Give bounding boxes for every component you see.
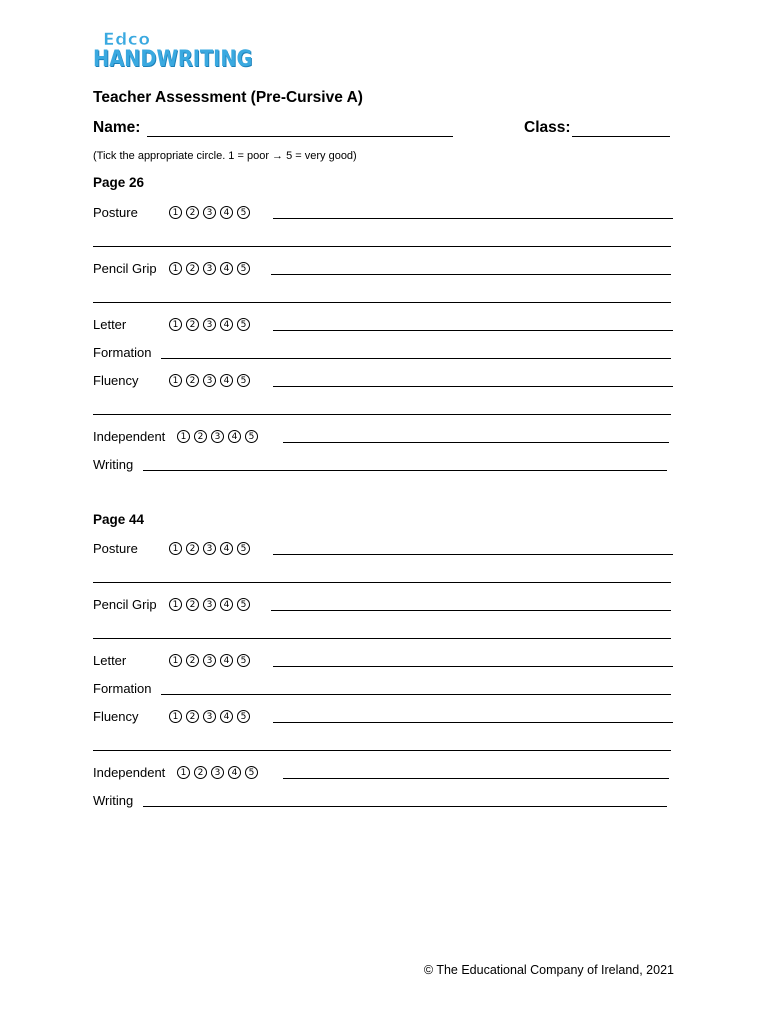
label-formation: Formation bbox=[93, 681, 152, 696]
row-independent bbox=[93, 765, 673, 783]
label-posture: Posture bbox=[93, 205, 138, 220]
row-continuation bbox=[93, 401, 673, 419]
row-posture bbox=[93, 541, 673, 559]
row-independent bbox=[93, 429, 673, 447]
label-writing: Writing bbox=[93, 457, 134, 472]
name-label: Name: bbox=[93, 119, 141, 136]
rating-circle-1[interactable]: 1 bbox=[177, 430, 190, 443]
comment-line[interactable] bbox=[143, 806, 667, 807]
comment-line[interactable] bbox=[273, 722, 673, 723]
row-continuation bbox=[93, 625, 673, 643]
rating-circle-5[interactable]: 5 bbox=[237, 598, 250, 611]
comment-line[interactable] bbox=[93, 414, 671, 415]
comment-line[interactable] bbox=[273, 554, 673, 555]
row-continuation bbox=[93, 569, 673, 587]
rating-circles bbox=[169, 597, 250, 611]
row-letter bbox=[93, 653, 673, 671]
label-pencil-grip: Pencil Grip bbox=[93, 261, 157, 276]
rating-circle-2[interactable]: 2 bbox=[186, 598, 199, 611]
rating-circle-4[interactable]: 4 bbox=[228, 766, 241, 779]
comment-line[interactable] bbox=[93, 750, 671, 751]
row-pencil-grip bbox=[93, 597, 673, 615]
row-pencil-grip bbox=[93, 261, 673, 279]
label-letter: Letter bbox=[93, 317, 127, 332]
label-fluency: Fluency bbox=[93, 373, 139, 388]
rating-circle-1[interactable]: 1 bbox=[169, 318, 182, 331]
row-writing bbox=[93, 457, 673, 475]
class-label: Class: bbox=[524, 119, 571, 136]
label-posture: Posture bbox=[93, 541, 138, 556]
page-title: Teacher Assessment (Pre-Cursive A) bbox=[93, 89, 363, 106]
rating-circles bbox=[169, 653, 250, 667]
rating-circle-3[interactable]: 3 bbox=[203, 374, 216, 387]
row-continuation bbox=[93, 289, 673, 307]
rating-circle-2[interactable]: 2 bbox=[186, 710, 199, 723]
rating-circle-3[interactable]: 3 bbox=[203, 318, 216, 331]
rating-circle-5[interactable]: 5 bbox=[237, 318, 250, 331]
comment-line[interactable] bbox=[271, 610, 671, 611]
rating-circles bbox=[177, 765, 258, 779]
instructions: (Tick the appropriate circle. 1 = poor → 5 = very good) bbox=[93, 150, 357, 162]
rating-circle-2[interactable]: 2 bbox=[186, 206, 199, 219]
rating-circle-3[interactable]: 3 bbox=[203, 710, 216, 723]
comment-line[interactable] bbox=[93, 246, 671, 247]
comment-line[interactable] bbox=[273, 386, 673, 387]
rating-circle-1[interactable]: 1 bbox=[169, 206, 182, 219]
rating-circle-1[interactable]: 1 bbox=[169, 262, 182, 275]
rating-circle-2[interactable]: 2 bbox=[194, 766, 207, 779]
rating-circle-4[interactable]: 4 bbox=[220, 654, 233, 667]
row-formation bbox=[93, 681, 673, 699]
rating-circle-1[interactable]: 1 bbox=[169, 374, 182, 387]
label-fluency: Fluency bbox=[93, 709, 139, 724]
rating-circle-5[interactable]: 5 bbox=[237, 542, 250, 555]
comment-line[interactable] bbox=[271, 274, 671, 275]
rating-circle-2[interactable]: 2 bbox=[186, 374, 199, 387]
rating-circle-4[interactable]: 4 bbox=[220, 262, 233, 275]
rating-circles bbox=[169, 373, 250, 387]
comment-line[interactable] bbox=[161, 358, 671, 359]
row-continuation bbox=[93, 737, 673, 755]
comment-line[interactable] bbox=[283, 778, 669, 779]
row-fluency bbox=[93, 709, 673, 727]
rating-circle-1[interactable]: 1 bbox=[169, 654, 182, 667]
rating-circle-1[interactable]: 1 bbox=[177, 766, 190, 779]
rating-circle-2[interactable]: 2 bbox=[186, 318, 199, 331]
rating-circle-5[interactable]: 5 bbox=[237, 654, 250, 667]
rating-circle-4[interactable]: 4 bbox=[220, 374, 233, 387]
comment-line[interactable] bbox=[273, 330, 673, 331]
rating-circle-1[interactable]: 1 bbox=[169, 710, 182, 723]
label-independent: Independent bbox=[93, 429, 166, 444]
class-field-line[interactable] bbox=[572, 136, 670, 137]
section-title-page-44: Page 44 bbox=[93, 512, 145, 527]
rating-circle-4[interactable]: 4 bbox=[220, 206, 233, 219]
rating-circle-5[interactable]: 5 bbox=[237, 374, 250, 387]
label-writing: Writing bbox=[93, 793, 134, 808]
rating-circle-4[interactable]: 4 bbox=[228, 430, 241, 443]
comment-line[interactable] bbox=[93, 302, 671, 303]
comment-line[interactable] bbox=[273, 218, 673, 219]
rating-circle-3[interactable]: 3 bbox=[211, 766, 224, 779]
rating-circle-4[interactable]: 4 bbox=[220, 598, 233, 611]
label-pencil-grip: Pencil Grip bbox=[93, 597, 157, 612]
rating-circle-2[interactable]: 2 bbox=[186, 654, 199, 667]
rating-circle-2[interactable]: 2 bbox=[194, 430, 207, 443]
comment-line[interactable] bbox=[93, 582, 671, 583]
rating-circles bbox=[169, 261, 250, 275]
edco-handwriting-logo bbox=[93, 30, 263, 72]
row-letter bbox=[93, 317, 673, 335]
label-formation: Formation bbox=[93, 345, 152, 360]
rating-circle-4[interactable]: 4 bbox=[220, 710, 233, 723]
comment-line[interactable] bbox=[143, 470, 667, 471]
comment-line[interactable] bbox=[273, 666, 673, 667]
rating-circles bbox=[169, 541, 250, 555]
comment-line[interactable] bbox=[161, 694, 671, 695]
rating-circles bbox=[169, 709, 250, 723]
section-title-page-26: Page 26 bbox=[93, 175, 145, 190]
rating-circle-3[interactable]: 3 bbox=[203, 654, 216, 667]
label-independent: Independent bbox=[93, 765, 166, 780]
comment-line[interactable] bbox=[93, 638, 671, 639]
row-formation bbox=[93, 345, 673, 363]
copyright-footer: © The Educational Company of Ireland, 2021 bbox=[423, 963, 674, 977]
rating-circles bbox=[169, 317, 250, 331]
rating-circles bbox=[177, 429, 258, 443]
rating-circle-1[interactable]: 1 bbox=[169, 542, 182, 555]
row-continuation bbox=[93, 233, 673, 251]
name-class-row bbox=[93, 119, 673, 141]
rating-circle-5[interactable]: 5 bbox=[245, 430, 258, 443]
rating-circle-4[interactable]: 4 bbox=[220, 542, 233, 555]
rating-circle-3[interactable]: 3 bbox=[203, 542, 216, 555]
rating-circle-2[interactable]: 2 bbox=[186, 262, 199, 275]
rating-circle-3[interactable]: 3 bbox=[203, 598, 216, 611]
rating-circle-4[interactable]: 4 bbox=[220, 318, 233, 331]
rating-circle-5[interactable]: 5 bbox=[237, 206, 250, 219]
rating-circles bbox=[169, 205, 250, 219]
rating-circle-2[interactable]: 2 bbox=[186, 542, 199, 555]
rating-circle-5[interactable]: 5 bbox=[245, 766, 258, 779]
logo-handwriting-text: HANDWRITING bbox=[93, 47, 253, 72]
name-field-line[interactable] bbox=[147, 136, 453, 137]
rating-circle-3[interactable]: 3 bbox=[211, 430, 224, 443]
row-posture bbox=[93, 205, 673, 223]
row-fluency bbox=[93, 373, 673, 391]
rating-circle-3[interactable]: 3 bbox=[203, 206, 216, 219]
rating-circle-3[interactable]: 3 bbox=[203, 262, 216, 275]
row-writing bbox=[93, 793, 673, 811]
rating-circle-1[interactable]: 1 bbox=[169, 598, 182, 611]
rating-circle-5[interactable]: 5 bbox=[237, 710, 250, 723]
logo-edco-text: Edco bbox=[103, 30, 151, 50]
comment-line[interactable] bbox=[283, 442, 669, 443]
label-letter: Letter bbox=[93, 653, 127, 668]
rating-circle-5[interactable]: 5 bbox=[237, 262, 250, 275]
